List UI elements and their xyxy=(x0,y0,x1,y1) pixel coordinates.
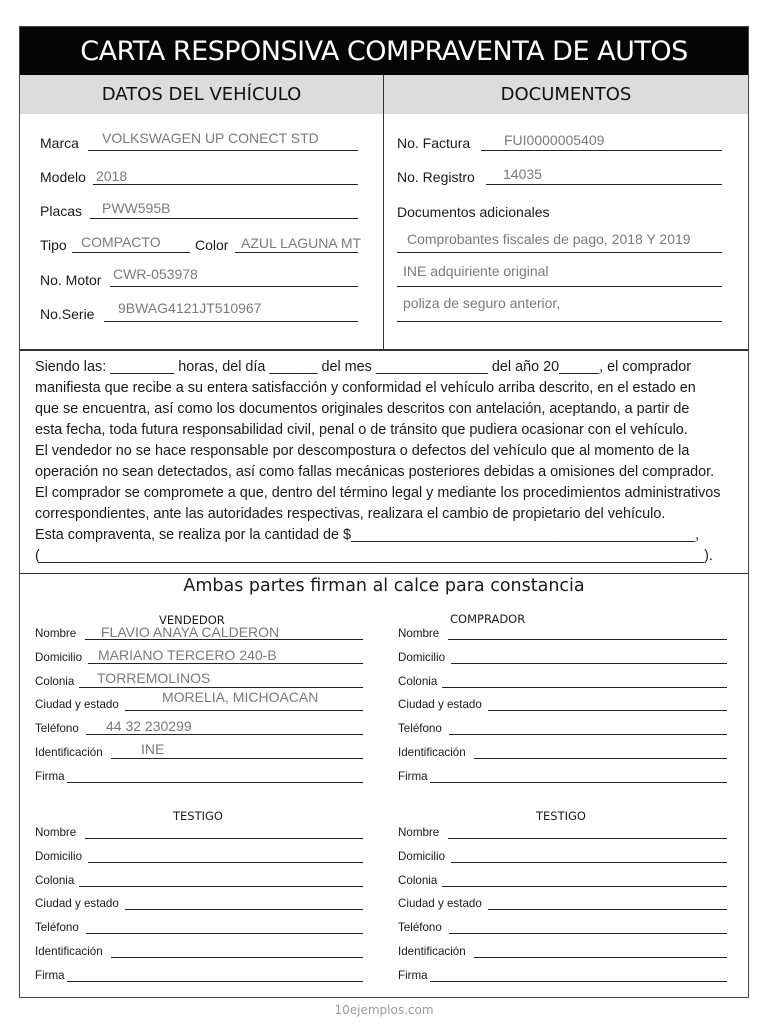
nombre-line xyxy=(85,838,363,839)
color-line xyxy=(235,252,358,253)
identificacion-line xyxy=(474,957,727,958)
vendedor-heading: VENDEDOR xyxy=(159,613,225,627)
document-line-3 xyxy=(397,321,722,322)
nombre-label: Nombre xyxy=(35,627,77,640)
firma-line xyxy=(430,981,727,982)
contract-form xyxy=(19,26,749,998)
vendedor-domicilio-value[interactable]: MARIANO TERCERO 240-B xyxy=(98,646,277,663)
firma-label: Firma xyxy=(35,968,65,982)
agreement-line: Esta compraventa, se realiza por la cantidad de $___________________________________________, xyxy=(35,527,700,543)
telefono-line xyxy=(449,933,727,934)
colonia-label: Colonia xyxy=(398,674,438,688)
factura-label: No. Factura xyxy=(397,135,471,151)
document-title: CARTA RESPONSIVA COMPRAVENTA DE AUTOS xyxy=(20,27,748,75)
colonia-label: Colonia xyxy=(35,674,75,688)
nombre-label: Nombre xyxy=(398,627,440,640)
tipo-line xyxy=(72,252,190,253)
registro-label: No. Registro xyxy=(397,169,475,185)
placas-value[interactable]: PWW595B xyxy=(102,200,171,216)
domicilio-label: Domicilio xyxy=(398,650,446,664)
testigo-2-heading: TESTIGO xyxy=(536,809,586,823)
placas-line xyxy=(90,218,358,219)
document-line-1 xyxy=(397,252,722,253)
motor-value[interactable]: CWR-053978 xyxy=(113,266,198,282)
telefono-line xyxy=(449,734,727,735)
identificacion-label: Identificación xyxy=(398,746,466,759)
marca-value[interactable]: VOLKSWAGEN UP CONECT STD xyxy=(102,130,319,146)
colonia-line xyxy=(442,886,727,887)
domicilio-label: Domicilio xyxy=(35,849,83,863)
placas-label: Placas xyxy=(40,203,83,219)
serie-label: No.Serie xyxy=(40,306,95,322)
modelo-value[interactable]: 2018 xyxy=(96,168,128,184)
ciudad-line xyxy=(125,710,363,711)
nombre-line xyxy=(448,838,727,839)
colonia-label: Colonia xyxy=(35,873,75,887)
modelo-line xyxy=(93,184,358,185)
document-item-3[interactable]: poliza de seguro anterior, xyxy=(403,295,561,311)
testigo-1-heading: TESTIGO xyxy=(173,809,223,823)
domicilio-label: Domicilio xyxy=(398,849,446,863)
registro-line xyxy=(486,184,722,185)
color-label: Color xyxy=(195,237,229,253)
identificacion-line xyxy=(111,957,363,958)
firma-line xyxy=(430,782,727,783)
colonia-line xyxy=(79,687,363,688)
domicilio-line xyxy=(451,862,727,863)
signatures-heading: Ambas partes firman al calce para constancia xyxy=(183,576,585,596)
agreement-line: esta fecha, toda futura responsabilidad civil, penal o de tránsito que pudiera ocasionar con el vehículo. xyxy=(35,422,688,438)
tipo-label: Tipo xyxy=(40,237,67,253)
agreement-line: El comprador se compromete a que, dentro del término legal y mediante los procedimientos administrativos xyxy=(35,485,721,501)
colonia-line xyxy=(79,886,363,887)
marca-label: Marca xyxy=(40,135,79,151)
vendedor-nombre-value[interactable]: FLAVIO ANAYA CALDERON xyxy=(101,624,280,640)
colonia-label: Colonia xyxy=(398,873,438,887)
identificacion-label: Identificación xyxy=(398,945,466,958)
tipo-value[interactable]: COMPACTO xyxy=(81,234,161,250)
vendedor-telefono-value[interactable]: 44 32 230299 xyxy=(106,718,192,735)
domicilio-line xyxy=(88,663,363,664)
section-divider xyxy=(383,75,384,349)
marca-line xyxy=(88,150,358,151)
factura-value[interactable]: FUI0000005409 xyxy=(504,132,605,148)
section-separator xyxy=(20,573,748,574)
vendedor-ciudad-value[interactable]: MORELIA, MICHOACAN xyxy=(162,689,319,706)
serie-line xyxy=(104,321,358,322)
vendedor-colonia-value[interactable]: TORREMOLINOS xyxy=(97,669,211,686)
comprador-heading: COMPRADOR xyxy=(450,612,526,626)
vehicle-section-heading: DATOS DEL VEHÍCULO xyxy=(20,75,383,114)
domicilio-line xyxy=(451,663,727,664)
agreement-line: correspondientes, ante las autoridades respectivas, realizara el cambio de propietario del vehículo. xyxy=(35,506,666,522)
footer-source: 10ejemplos.com xyxy=(334,1003,434,1017)
agreement-line: Siendo las: ________ horas, del día ______ del mes ______________ del año 20_____, el comprador xyxy=(35,359,692,375)
telefono-line xyxy=(86,933,363,934)
identificacion-line xyxy=(111,758,363,759)
nombre-line xyxy=(448,639,727,640)
vendedor-identificacion-value[interactable]: INE xyxy=(141,741,165,757)
identificacion-line xyxy=(474,758,727,759)
nombre-label: Nombre xyxy=(398,826,440,839)
firma-label: Firma xyxy=(398,769,428,783)
document-item-2[interactable]: INE adquiriente original xyxy=(403,263,549,279)
agreement-line: operación no sean detectados, así como fallas mecánicas posteriores debidas a omisiones del comprador. xyxy=(35,464,715,480)
identificacion-label: Identificación xyxy=(35,945,103,958)
modelo-label: Modelo xyxy=(40,169,86,185)
motor-line xyxy=(110,286,358,287)
document-item-1[interactable]: Comprobantes fiscales de pago, 2018 Y 2019 xyxy=(407,231,691,247)
telefono-label: Teléfono xyxy=(35,722,79,736)
agreement-line: El vendedor no se hace responsable por descompostura o defectos del vehículo que al momento de la xyxy=(35,443,690,459)
firma-label: Firma xyxy=(35,769,65,783)
agreement-text xyxy=(35,357,740,567)
serie-value[interactable]: 9BWAG4121JT510967 xyxy=(118,300,262,316)
ciudad-label: Ciudad y estado xyxy=(35,897,119,911)
adicionales-label: Documentos adicionales xyxy=(397,204,550,220)
ciudad-label: Ciudad y estado xyxy=(398,897,482,911)
color-value[interactable]: AZUL LAGUNA MT xyxy=(241,235,362,251)
ciudad-line xyxy=(488,710,727,711)
factura-line xyxy=(481,150,722,151)
ciudad-label: Ciudad y estado xyxy=(398,698,482,712)
telefono-label: Teléfono xyxy=(398,722,442,736)
colonia-line xyxy=(442,687,727,688)
ciudad-line xyxy=(125,909,363,910)
domicilio-line xyxy=(88,862,363,863)
firma-label: Firma xyxy=(398,968,428,982)
agreement-line: (___________________________________________________________________________________). xyxy=(35,548,713,564)
registro-value[interactable]: 14035 xyxy=(503,166,542,182)
section-separator xyxy=(20,349,748,351)
telefono-label: Teléfono xyxy=(398,921,442,935)
telefono-label: Teléfono xyxy=(35,921,79,935)
firma-line xyxy=(67,981,363,982)
ciudad-label: Ciudad y estado xyxy=(35,698,119,712)
firma-line xyxy=(67,782,363,783)
telefono-line xyxy=(86,734,363,735)
nombre-label: Nombre xyxy=(35,826,77,839)
agreement-line: manifiesta que recibe a su entera satisfacción y conformidad el vehículo arriba descrito, en el estado en xyxy=(35,380,696,396)
motor-label: No. Motor xyxy=(40,272,102,288)
agreement-line: que se encuentra, así como los documentos originales descritos con antelación, aceptando, a partir de xyxy=(35,401,690,417)
domicilio-label: Domicilio xyxy=(35,650,83,664)
ciudad-line xyxy=(488,909,727,910)
identificacion-label: Identificación xyxy=(35,746,103,759)
documents-section-heading: DOCUMENTOS xyxy=(384,75,748,114)
document-line-2 xyxy=(397,286,722,287)
